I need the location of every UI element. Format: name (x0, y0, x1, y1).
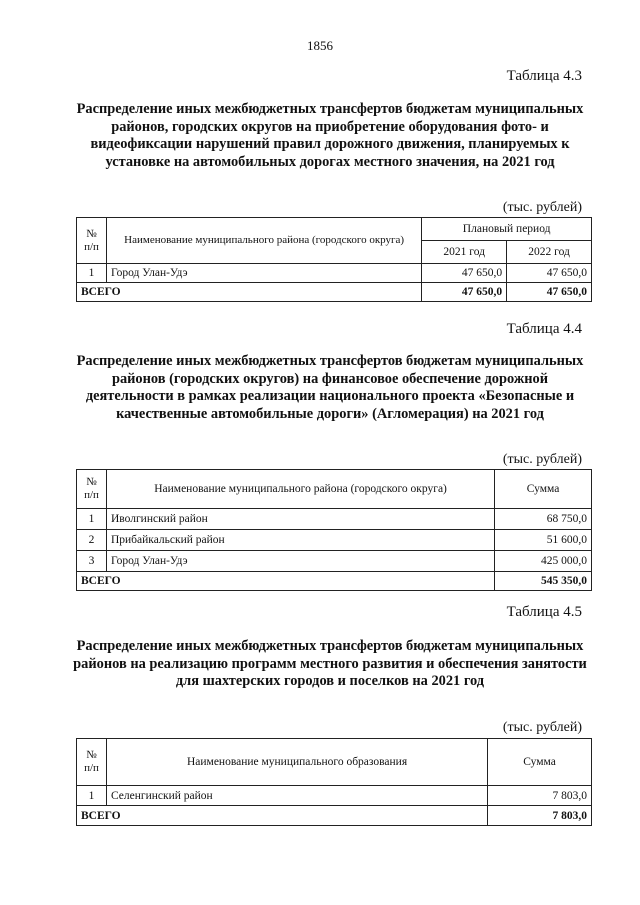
table-row (77, 530, 592, 551)
total-sum: 545 350,0 (495, 572, 592, 591)
total-label: ВСЕГО (77, 806, 488, 826)
total-sum: 7 803,0 (488, 806, 592, 826)
row-name: Город Улан-Удэ (106, 551, 494, 572)
header-sum: Сумма (495, 470, 592, 509)
header-sum: Сумма (488, 739, 592, 786)
row-num: 2 (77, 530, 107, 551)
table-4-5-label: Таблица 4.5 (506, 604, 582, 620)
total-value-2021: 47 650,0 (422, 283, 507, 302)
table-4-4-title: Распределение иных межбюджетных трансфертов бюджетам муниципальных районов (городских округов) на финансовое обеспечение дорожной деятельности в рамках реализации национального проекта «Безопасные и качественные автомобильные дороги» (Агломерация) на 2021 год (76, 353, 584, 422)
total-row (77, 283, 592, 302)
table-4-5-unit: (тыс. рублей) (502, 720, 582, 735)
total-row (77, 806, 592, 826)
row-sum: 425 000,0 (495, 551, 592, 572)
total-label: ВСЕГО (77, 283, 422, 302)
row-sum: 7 803,0 (488, 786, 592, 806)
row-num: 1 (77, 264, 107, 283)
row-value-2022: 47 650,0 (507, 264, 592, 283)
row-sum: 68 750,0 (495, 509, 592, 530)
row-name: Город Улан-Удэ (106, 264, 421, 283)
row-num: 3 (77, 551, 107, 572)
header-num: № п/п (77, 739, 107, 786)
row-num: 1 (77, 509, 107, 530)
table-4-5 (76, 738, 592, 826)
table-4-3-label: Таблица 4.3 (506, 68, 582, 84)
table-4-3-unit: (тыс. рублей) (502, 200, 582, 215)
header-name: Наименование муниципального образования (106, 739, 487, 786)
table-4-4 (76, 469, 592, 591)
row-value-2021: 47 650,0 (422, 264, 507, 283)
header-year-2021: 2021 год (422, 241, 507, 264)
table-4-4-label: Таблица 4.4 (506, 321, 582, 337)
table-row (77, 509, 592, 530)
row-num: 1 (77, 786, 107, 806)
table-row (77, 551, 592, 572)
header-year-2022: 2022 год (507, 241, 592, 264)
table-4-3 (76, 217, 592, 302)
table-4-4-unit: (тыс. рублей) (502, 452, 582, 467)
page-number: 1856 (307, 38, 333, 53)
table-4-5-title: Распределение иных межбюджетных трансфертов бюджетам муниципальных районов на реализацию программ местного развития и обеспечения занятости для шахтерских городов и поселков на 2021 год (73, 638, 587, 689)
total-label: ВСЕГО (77, 572, 495, 591)
row-name: Селенгинский район (106, 786, 487, 806)
table-4-3-title: Распределение иных межбюджетных трансфертов бюджетам муниципальных районов, городских округов на приобретение оборудования фото- и видеофиксации нарушений правил дорожного движения, планируемых к установке на автомобильных дорогах местного значения, на 2021 год (76, 101, 584, 170)
header-name: Наименование муниципального района (городского округа) (106, 218, 421, 264)
row-sum: 51 600,0 (495, 530, 592, 551)
row-name: Прибайкальский район (106, 530, 494, 551)
row-name: Иволгинский район (106, 509, 494, 530)
table-row (77, 264, 592, 283)
header-num: № п/п (77, 470, 107, 509)
total-row (77, 572, 592, 591)
header-period: Плановый период (422, 218, 592, 241)
header-num: № п/п (77, 218, 107, 264)
total-value-2022: 47 650,0 (507, 283, 592, 302)
header-name: Наименование муниципального района (городского округа) (106, 470, 494, 509)
table-row (77, 786, 592, 806)
